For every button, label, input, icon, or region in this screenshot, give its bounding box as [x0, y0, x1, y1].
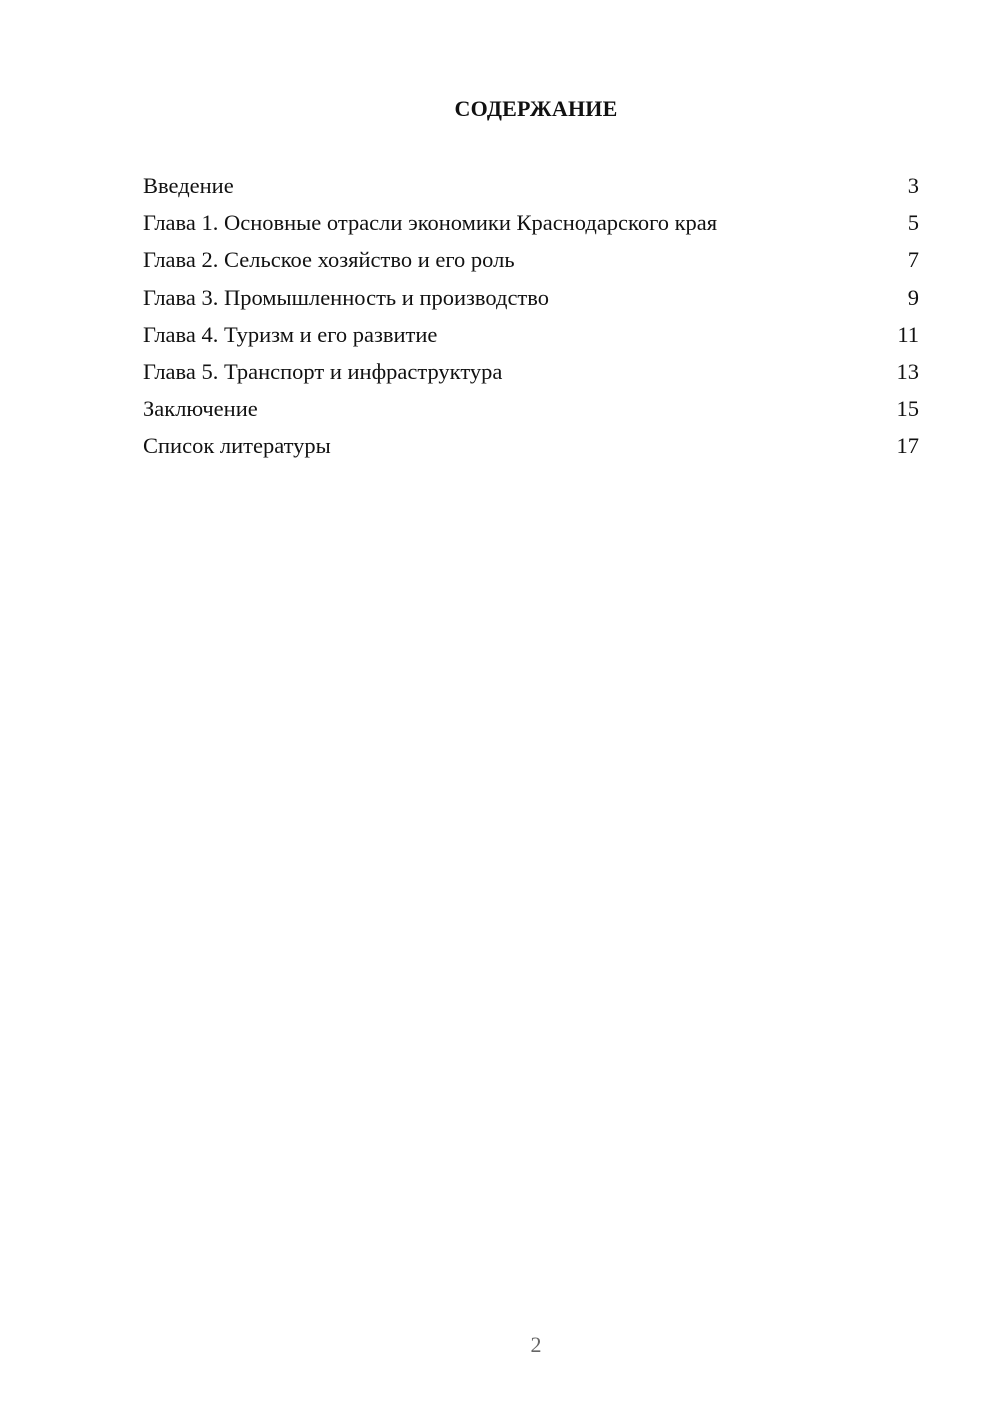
- toc-entry-label: Заключение: [143, 396, 258, 422]
- toc-entry-label: Введение: [143, 173, 234, 198]
- toc-entry-label: Глава 2. Сельское хозяйство и его роль: [143, 247, 515, 273]
- toc-entry-label: Список литературы: [143, 433, 331, 459]
- page-title: СОДЕРЖАНИЕ: [454, 96, 618, 121]
- toc-entry-chapter-2[interactable]: [143, 241, 919, 278]
- toc-entry-label: Глава 3. Промышленность и производство: [143, 284, 549, 310]
- toc-entry-chapter-5[interactable]: [143, 353, 919, 390]
- toc-entry-chapter-1[interactable]: [143, 204, 919, 241]
- toc-entry-page: 7: [907, 247, 919, 273]
- toc-entry-page: 17: [896, 433, 919, 459]
- toc-entry-page: 11: [897, 321, 919, 347]
- toc-entry-bibliography[interactable]: [143, 427, 919, 464]
- toc-entry-chapter-3[interactable]: [143, 279, 919, 316]
- toc-entry-page: 9: [907, 284, 919, 310]
- toc-entry-label: Глава 5. Транспорт и инфраструктура: [143, 358, 503, 384]
- toc-entry-page: 15: [896, 396, 919, 422]
- toc-entry-page: 5: [907, 210, 919, 236]
- toc-entry-chapter-4[interactable]: [143, 316, 919, 353]
- toc-entry-page: 3: [907, 173, 919, 198]
- toc-entry-conclusion[interactable]: [143, 390, 919, 427]
- toc-entry-page: 13: [896, 358, 919, 384]
- page-number: 2: [530, 1332, 542, 1357]
- toc-entry-label: Глава 1. Основные отрасли экономики Краснодарского края: [143, 210, 718, 236]
- toc-entry-label: Глава 4. Туризм и его развитие: [143, 321, 438, 347]
- toc-entry-introduction[interactable]: [143, 167, 919, 204]
- table-of-contents: [143, 167, 919, 465]
